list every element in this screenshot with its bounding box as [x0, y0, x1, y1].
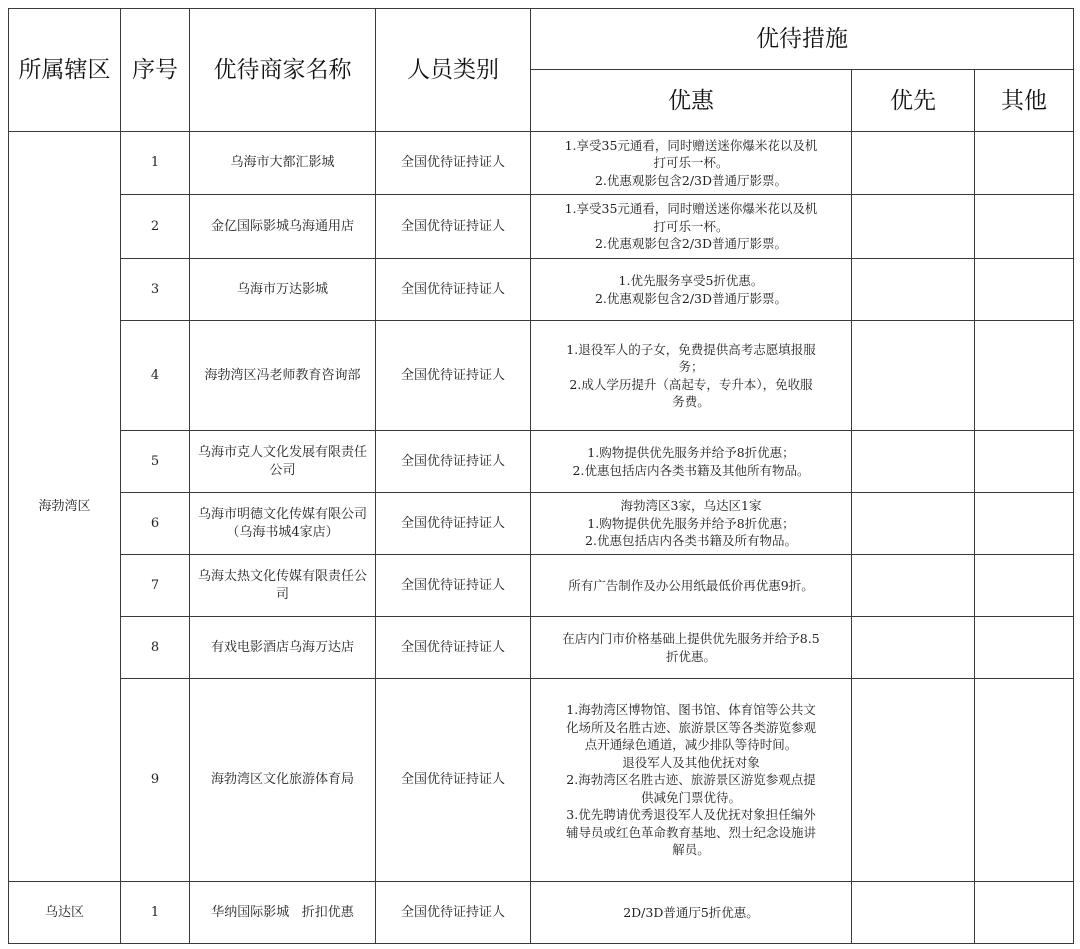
merchant-cell: 海勃湾区文化旅游体育局: [190, 679, 376, 882]
priority-cell: [852, 617, 975, 679]
merchant-cell: 金亿国际影城乌海通用店: [190, 195, 376, 259]
table-row: [9, 195, 1074, 259]
district-cell: 海勃湾区: [9, 132, 121, 882]
header-discount: 优惠: [531, 70, 852, 132]
discount-cell: 海勃湾区3家，乌达区1家 1.购物提供优先服务并给予8折优惠； 2.优惠包括店内各类书籍及所有物品。: [531, 493, 852, 555]
table-row: [9, 679, 1074, 882]
discount-cell: 1.享受35元通看，同时赠送迷你爆米花以及机 打可乐一杯。 2.优惠观影包含2/3D普通厅影票。: [531, 132, 852, 195]
benefits-table: [8, 8, 1074, 944]
discount-cell: 1.享受35元通看，同时赠送迷你爆米花以及机 打可乐一杯。 2.优惠观影包含2/3D普通厅影票。: [531, 195, 852, 259]
priority-cell: [852, 132, 975, 195]
other-cell: [975, 132, 1074, 195]
discount-cell: 1.优先服务享受5折优惠。 2.优惠观影包含2/3D普通厅影票。: [531, 259, 852, 321]
discount-cell: 1.购物提供优先服务并给予8折优惠； 2.优惠包括店内各类书籍及其他所有物品。: [531, 431, 852, 493]
seq-cell: 1: [121, 132, 190, 195]
table-row: [9, 431, 1074, 493]
priority-cell: [852, 259, 975, 321]
merchant-cell: 乌海市克人文化发展有限责任公司: [190, 431, 376, 493]
district-cell: 乌达区: [9, 882, 121, 944]
table-row: [9, 617, 1074, 679]
merchant-cell: 乌海市万达影城: [190, 259, 376, 321]
category-cell: 全国优待证持证人: [376, 431, 531, 493]
category-cell: 全国优待证持证人: [376, 679, 531, 882]
seq-cell: 6: [121, 493, 190, 555]
seq-cell: 1: [121, 882, 190, 944]
merchant-cell: 乌海市明德文化传媒有限公司（乌海书城4家店）: [190, 493, 376, 555]
priority-cell: [852, 431, 975, 493]
discount-cell: 2D/3D普通厅5折优惠。: [531, 882, 852, 944]
seq-cell: 3: [121, 259, 190, 321]
other-cell: [975, 493, 1074, 555]
table-row: [9, 882, 1074, 944]
header-priority: 优先: [852, 70, 975, 132]
priority-cell: [852, 321, 975, 431]
category-cell: 全国优待证持证人: [376, 493, 531, 555]
discount-cell: 所有广告制作及办公用纸最低价再优惠9折。: [531, 555, 852, 617]
other-cell: [975, 321, 1074, 431]
discount-cell: 1.海勃湾区博物馆、图书馆、体育馆等公共文 化场所及名胜古迹、旅游景区等各类游览参观 点开通绿色通道，减少排队等待时间。 退役军人及其他优抚对象 2.海勃湾区名胜古迹、旅游景区游览参观点提 供减免门票优待。 3.优先聘请优秀退役军人及优抚对象担任编外 辅导员或红色革命教育基地、烈士纪念设施讲 解员。: [531, 679, 852, 882]
header-other: 其他: [975, 70, 1074, 132]
category-cell: 全国优待证持证人: [376, 555, 531, 617]
other-cell: [975, 259, 1074, 321]
seq-cell: 5: [121, 431, 190, 493]
header-district: 所属辖区: [9, 9, 121, 132]
seq-cell: 8: [121, 617, 190, 679]
merchant-cell: 乌海市大都汇影城: [190, 132, 376, 195]
merchant-cell: 有戏电影酒店乌海万达店: [190, 617, 376, 679]
priority-cell: [852, 679, 975, 882]
priority-cell: [852, 195, 975, 259]
discount-cell: 在店内门市价格基础上提供优先服务并给予8.5 折优惠。: [531, 617, 852, 679]
priority-cell: [852, 493, 975, 555]
other-cell: [975, 882, 1074, 944]
header-seq: 序号: [121, 9, 190, 132]
category-cell: 全国优待证持证人: [376, 195, 531, 259]
category-cell: 全国优待证持证人: [376, 132, 531, 195]
header-measures: 优待措施: [531, 9, 1074, 70]
header-merchant: 优待商家名称: [190, 9, 376, 132]
table-row: [9, 132, 1074, 195]
table-row: [9, 321, 1074, 431]
category-cell: 全国优待证持证人: [376, 617, 531, 679]
priority-cell: [852, 882, 975, 944]
other-cell: [975, 195, 1074, 259]
table-row: [9, 555, 1074, 617]
other-cell: [975, 617, 1074, 679]
merchant-cell: 华纳国际影城 折扣优惠: [190, 882, 376, 944]
table-row: [9, 259, 1074, 321]
category-cell: 全国优待证持证人: [376, 259, 531, 321]
seq-cell: 4: [121, 321, 190, 431]
other-cell: [975, 555, 1074, 617]
merchant-cell: 乌海太热文化传媒有限责任公司: [190, 555, 376, 617]
seq-cell: 9: [121, 679, 190, 882]
category-cell: 全国优待证持证人: [376, 321, 531, 431]
discount-cell: 1.退役军人的子女，免费提供高考志愿填报服 务； 2.成人学历提升（高起专，专升本），免收服 务费。: [531, 321, 852, 431]
other-cell: [975, 679, 1074, 882]
category-cell: 全国优待证持证人: [376, 882, 531, 944]
other-cell: [975, 431, 1074, 493]
merchant-cell: 海勃湾区冯老师教育咨询部: [190, 321, 376, 431]
seq-cell: 7: [121, 555, 190, 617]
table-row: [9, 493, 1074, 555]
priority-cell: [852, 555, 975, 617]
seq-cell: 2: [121, 195, 190, 259]
header-category: 人员类别: [376, 9, 531, 132]
